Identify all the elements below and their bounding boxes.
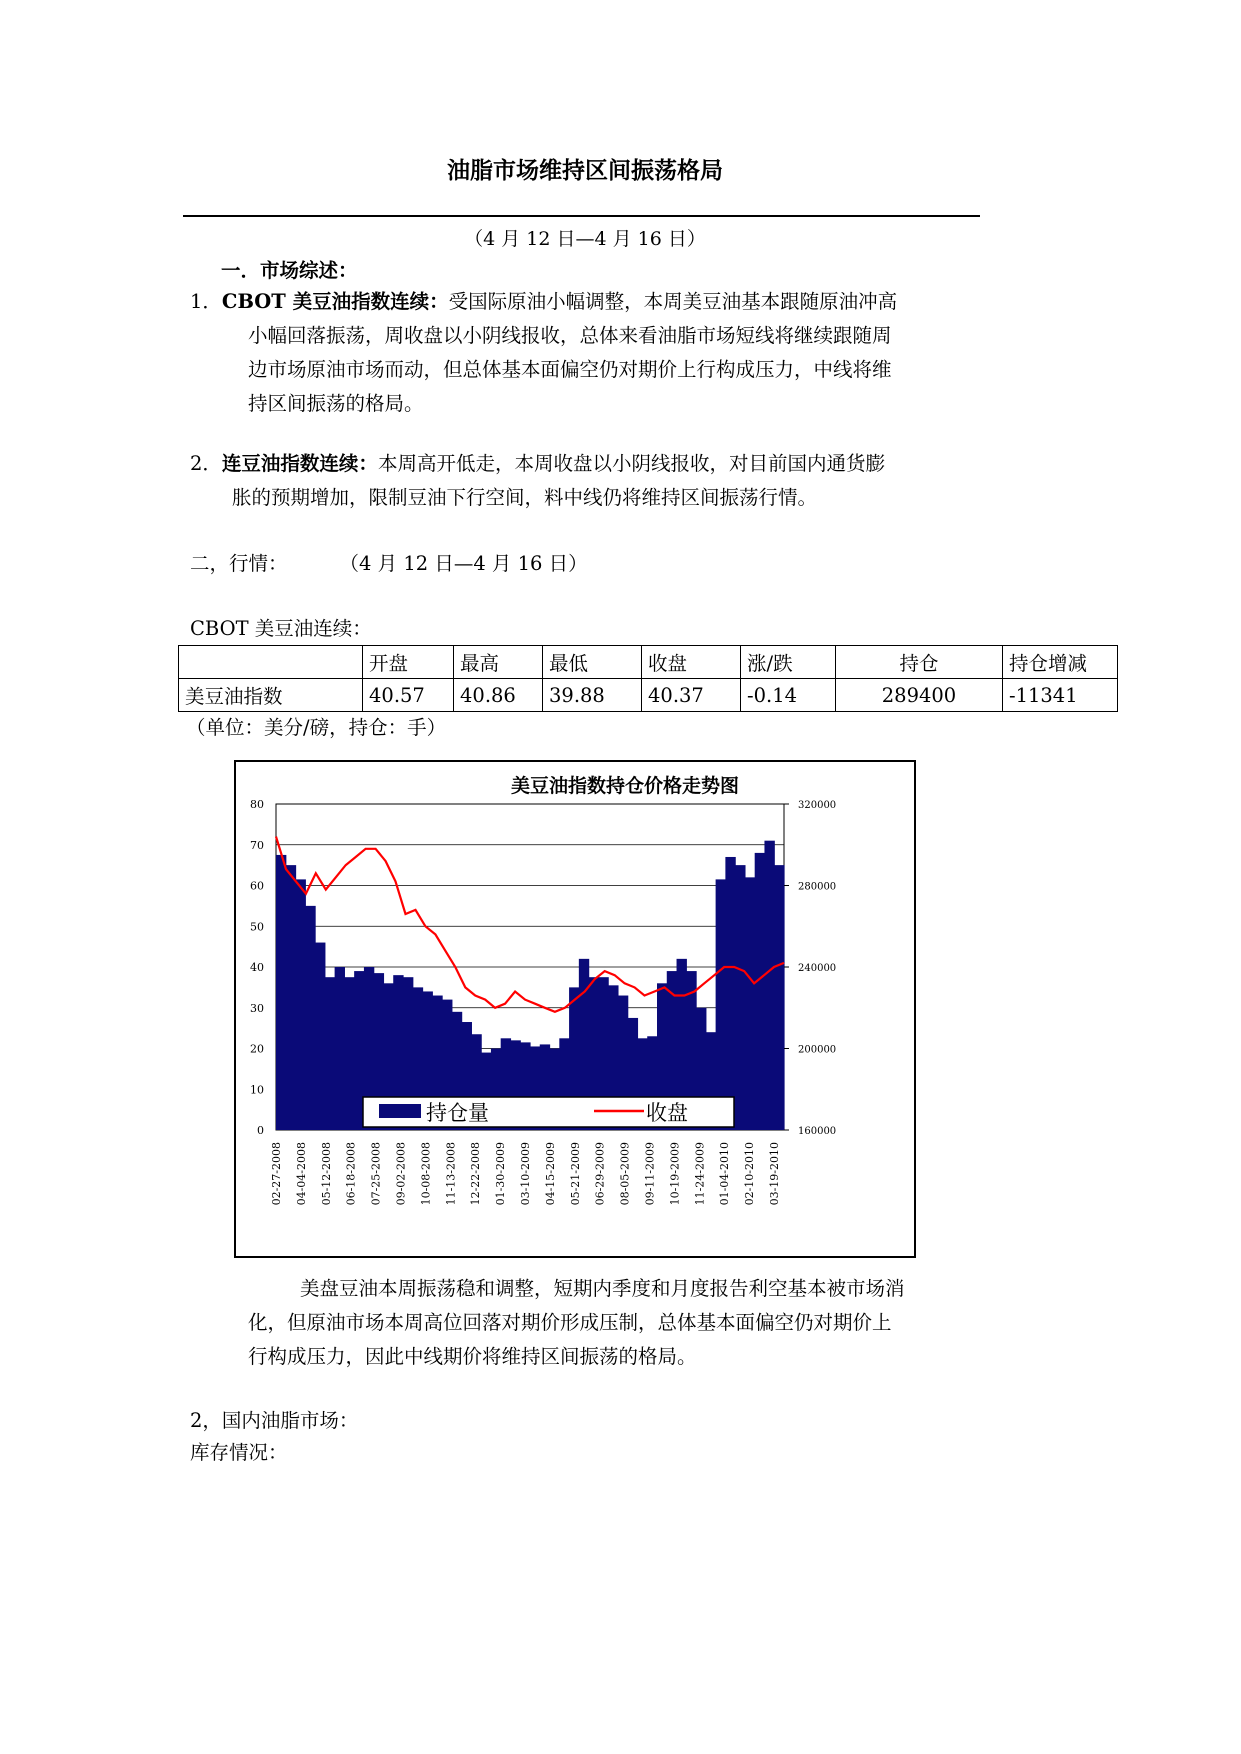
section2-dates: （4 月 12 日—4 月 16 日）	[339, 552, 588, 575]
open-interest-bar	[755, 853, 765, 1130]
item2-text-line2: 胀的预期增加，限制豆油下行空间，料中线仍将维持区间振荡行情。	[232, 486, 818, 509]
x-tick-label: 06-18-2008	[344, 1142, 358, 1206]
open-interest-bar	[344, 977, 354, 1130]
table-header-cell: 最高	[454, 646, 543, 679]
item2-number: 2．	[190, 452, 222, 475]
y-left-tick-label: 20	[250, 1042, 264, 1056]
open-interest-bar	[774, 865, 784, 1130]
y-left-tick-label: 40	[250, 961, 264, 974]
item1-paragraph	[190, 285, 980, 421]
section2-heading	[190, 547, 588, 581]
quote-table	[178, 645, 1118, 712]
x-tick-label: 01-30-2009	[494, 1142, 508, 1206]
chart-title: 美豆油指数持仓价格走势图	[510, 775, 740, 797]
x-tick-label: 07-25-2008	[369, 1142, 383, 1206]
item2-paragraph	[190, 447, 980, 515]
table-cell: 40.57	[363, 679, 454, 712]
market-comment-paragraph	[190, 1272, 980, 1374]
y-right-tick-label: 160000	[798, 1126, 837, 1137]
x-tick-label: 03-10-2009	[519, 1142, 532, 1206]
section3-heading: 2，国内油脂市场：	[190, 1409, 359, 1432]
item2-lead: 连豆油指数连续：	[221, 452, 378, 475]
x-tick-label: 10-08-2008	[419, 1142, 433, 1206]
inventory-label: 库存情况：	[190, 1441, 288, 1464]
section2-title: 二，行情：	[190, 552, 288, 575]
table-cell: -0.14	[741, 679, 836, 712]
open-interest-bar	[296, 879, 306, 1130]
table-header-row	[179, 646, 1118, 679]
y-right-tick-label: 280000	[798, 881, 837, 893]
item1-number: 1．	[190, 290, 222, 313]
comment-line2: 化，但原油市场本周高位回落对期价形成压制，总体基本面偏空仍对期价上	[248, 1311, 892, 1334]
open-interest-bar	[315, 943, 325, 1130]
table-cell: 39.88	[543, 679, 642, 712]
legend-swatch-open-interest	[379, 1104, 421, 1118]
item1-text-line3: 边市场原油市场而动，但总体基本面偏空仍对期价上行构成压力，中线将维	[248, 358, 892, 381]
item2-text-line1: 本周高开低走，本周收盘以小阴线报收，对目前国内通货膨	[377, 452, 885, 475]
table-header-cell	[179, 646, 363, 679]
open-interest-bar	[735, 865, 745, 1130]
date-range: （4 月 12 日—4 月 16 日）	[464, 228, 706, 250]
y-right-tick-label: 240000	[798, 963, 837, 974]
x-tick-label: 05-21-2009	[568, 1142, 582, 1206]
table-header-cell: 开盘	[363, 646, 454, 679]
x-tick-label: 09-11-2009	[643, 1142, 657, 1206]
x-tick-label: 11-13-2008	[444, 1142, 458, 1206]
table-cell: 289400	[836, 679, 1003, 712]
open-interest-bar	[716, 879, 726, 1130]
x-tick-label: 03-19-2010	[768, 1142, 781, 1206]
chart-frame	[234, 760, 916, 1258]
comment-line3: 行构成压力，因此中线期价将维持区间振荡的格局。	[248, 1345, 697, 1368]
y-left-tick-label: 30	[250, 1001, 264, 1015]
y-left-tick-label: 60	[250, 879, 264, 893]
document-title: 油脂市场维持区间振荡格局	[447, 157, 723, 184]
item1-text-line1: 受国际原油小幅调整，本周美豆油基本跟随原油冲高	[448, 290, 898, 313]
open-interest-bar	[764, 841, 774, 1130]
table-cell: -11341	[1003, 679, 1118, 712]
title-rule	[183, 215, 980, 217]
x-tick-label: 02-10-2010	[743, 1142, 757, 1206]
unit-note: （单位：美分/磅，持仓：手）	[186, 716, 447, 739]
table-header-cell: 涨/跌	[741, 646, 836, 679]
x-tick-label: 06-29-2009	[593, 1142, 607, 1206]
y-left-tick-label: 0	[257, 1124, 264, 1137]
item1-text-line4: 持区间振荡的格局。	[248, 392, 424, 415]
y-left-tick-label: 10	[250, 1083, 264, 1097]
open-interest-bar	[305, 906, 315, 1130]
y-left-tick-label: 80	[250, 798, 264, 811]
x-tick-label: 08-05-2009	[618, 1142, 632, 1206]
legend-label-close: 收盘	[646, 1101, 688, 1125]
x-tick-label: 10-19-2009	[668, 1142, 682, 1206]
open-interest-bar	[335, 967, 345, 1130]
x-tick-label: 04-15-2009	[543, 1142, 557, 1206]
x-tick-label: 11-24-2009	[693, 1142, 707, 1206]
table-cell: 40.37	[642, 679, 741, 712]
item1-lead: CBOT 美豆油指数连续：	[221, 290, 449, 313]
chart-legend	[363, 1097, 734, 1127]
item1-text-line2: 小幅回落振荡，周收盘以小阴线报收，总体来看油脂市场短线将继续跟随周	[248, 324, 892, 347]
open-interest-bar	[325, 977, 335, 1130]
open-interest-bar	[745, 877, 755, 1130]
open-interest-price-chart	[236, 762, 914, 1256]
table-cell: 40.86	[454, 679, 543, 712]
y-left-tick-label: 70	[250, 838, 264, 852]
open-interest-bar	[286, 865, 296, 1130]
y-left-tick-label: 50	[250, 920, 264, 934]
x-tick-label: 04-04-2008	[294, 1142, 308, 1206]
table-header-cell: 收盘	[642, 646, 741, 679]
table-row	[179, 679, 1118, 712]
table-header-cell: 持仓	[836, 646, 1003, 679]
y-right-tick-label: 320000	[798, 800, 837, 811]
section1-heading: 一．市场综述：	[221, 259, 358, 282]
table-cell: 美豆油指数	[179, 679, 363, 712]
comment-line1: 美盘豆油本周振荡稳和调整，短期内季度和月度报告利空基本被市场消	[300, 1277, 905, 1300]
table-header-cell: 持仓增减	[1003, 646, 1118, 679]
y-right-tick-label: 200000	[798, 1044, 837, 1056]
x-tick-label: 09-02-2008	[394, 1142, 408, 1206]
x-tick-label: 12-22-2008	[469, 1142, 483, 1206]
open-interest-bar	[725, 857, 735, 1130]
cbot-label: CBOT 美豆油连续：	[190, 617, 372, 640]
legend-label-open-interest: 持仓量	[426, 1101, 489, 1125]
x-tick-label: 05-12-2008	[319, 1142, 333, 1206]
open-interest-bar	[276, 855, 286, 1130]
x-tick-label: 02-27-2008	[270, 1142, 283, 1206]
x-tick-label: 01-04-2010	[718, 1142, 732, 1206]
table-header-cell: 最低	[543, 646, 642, 679]
